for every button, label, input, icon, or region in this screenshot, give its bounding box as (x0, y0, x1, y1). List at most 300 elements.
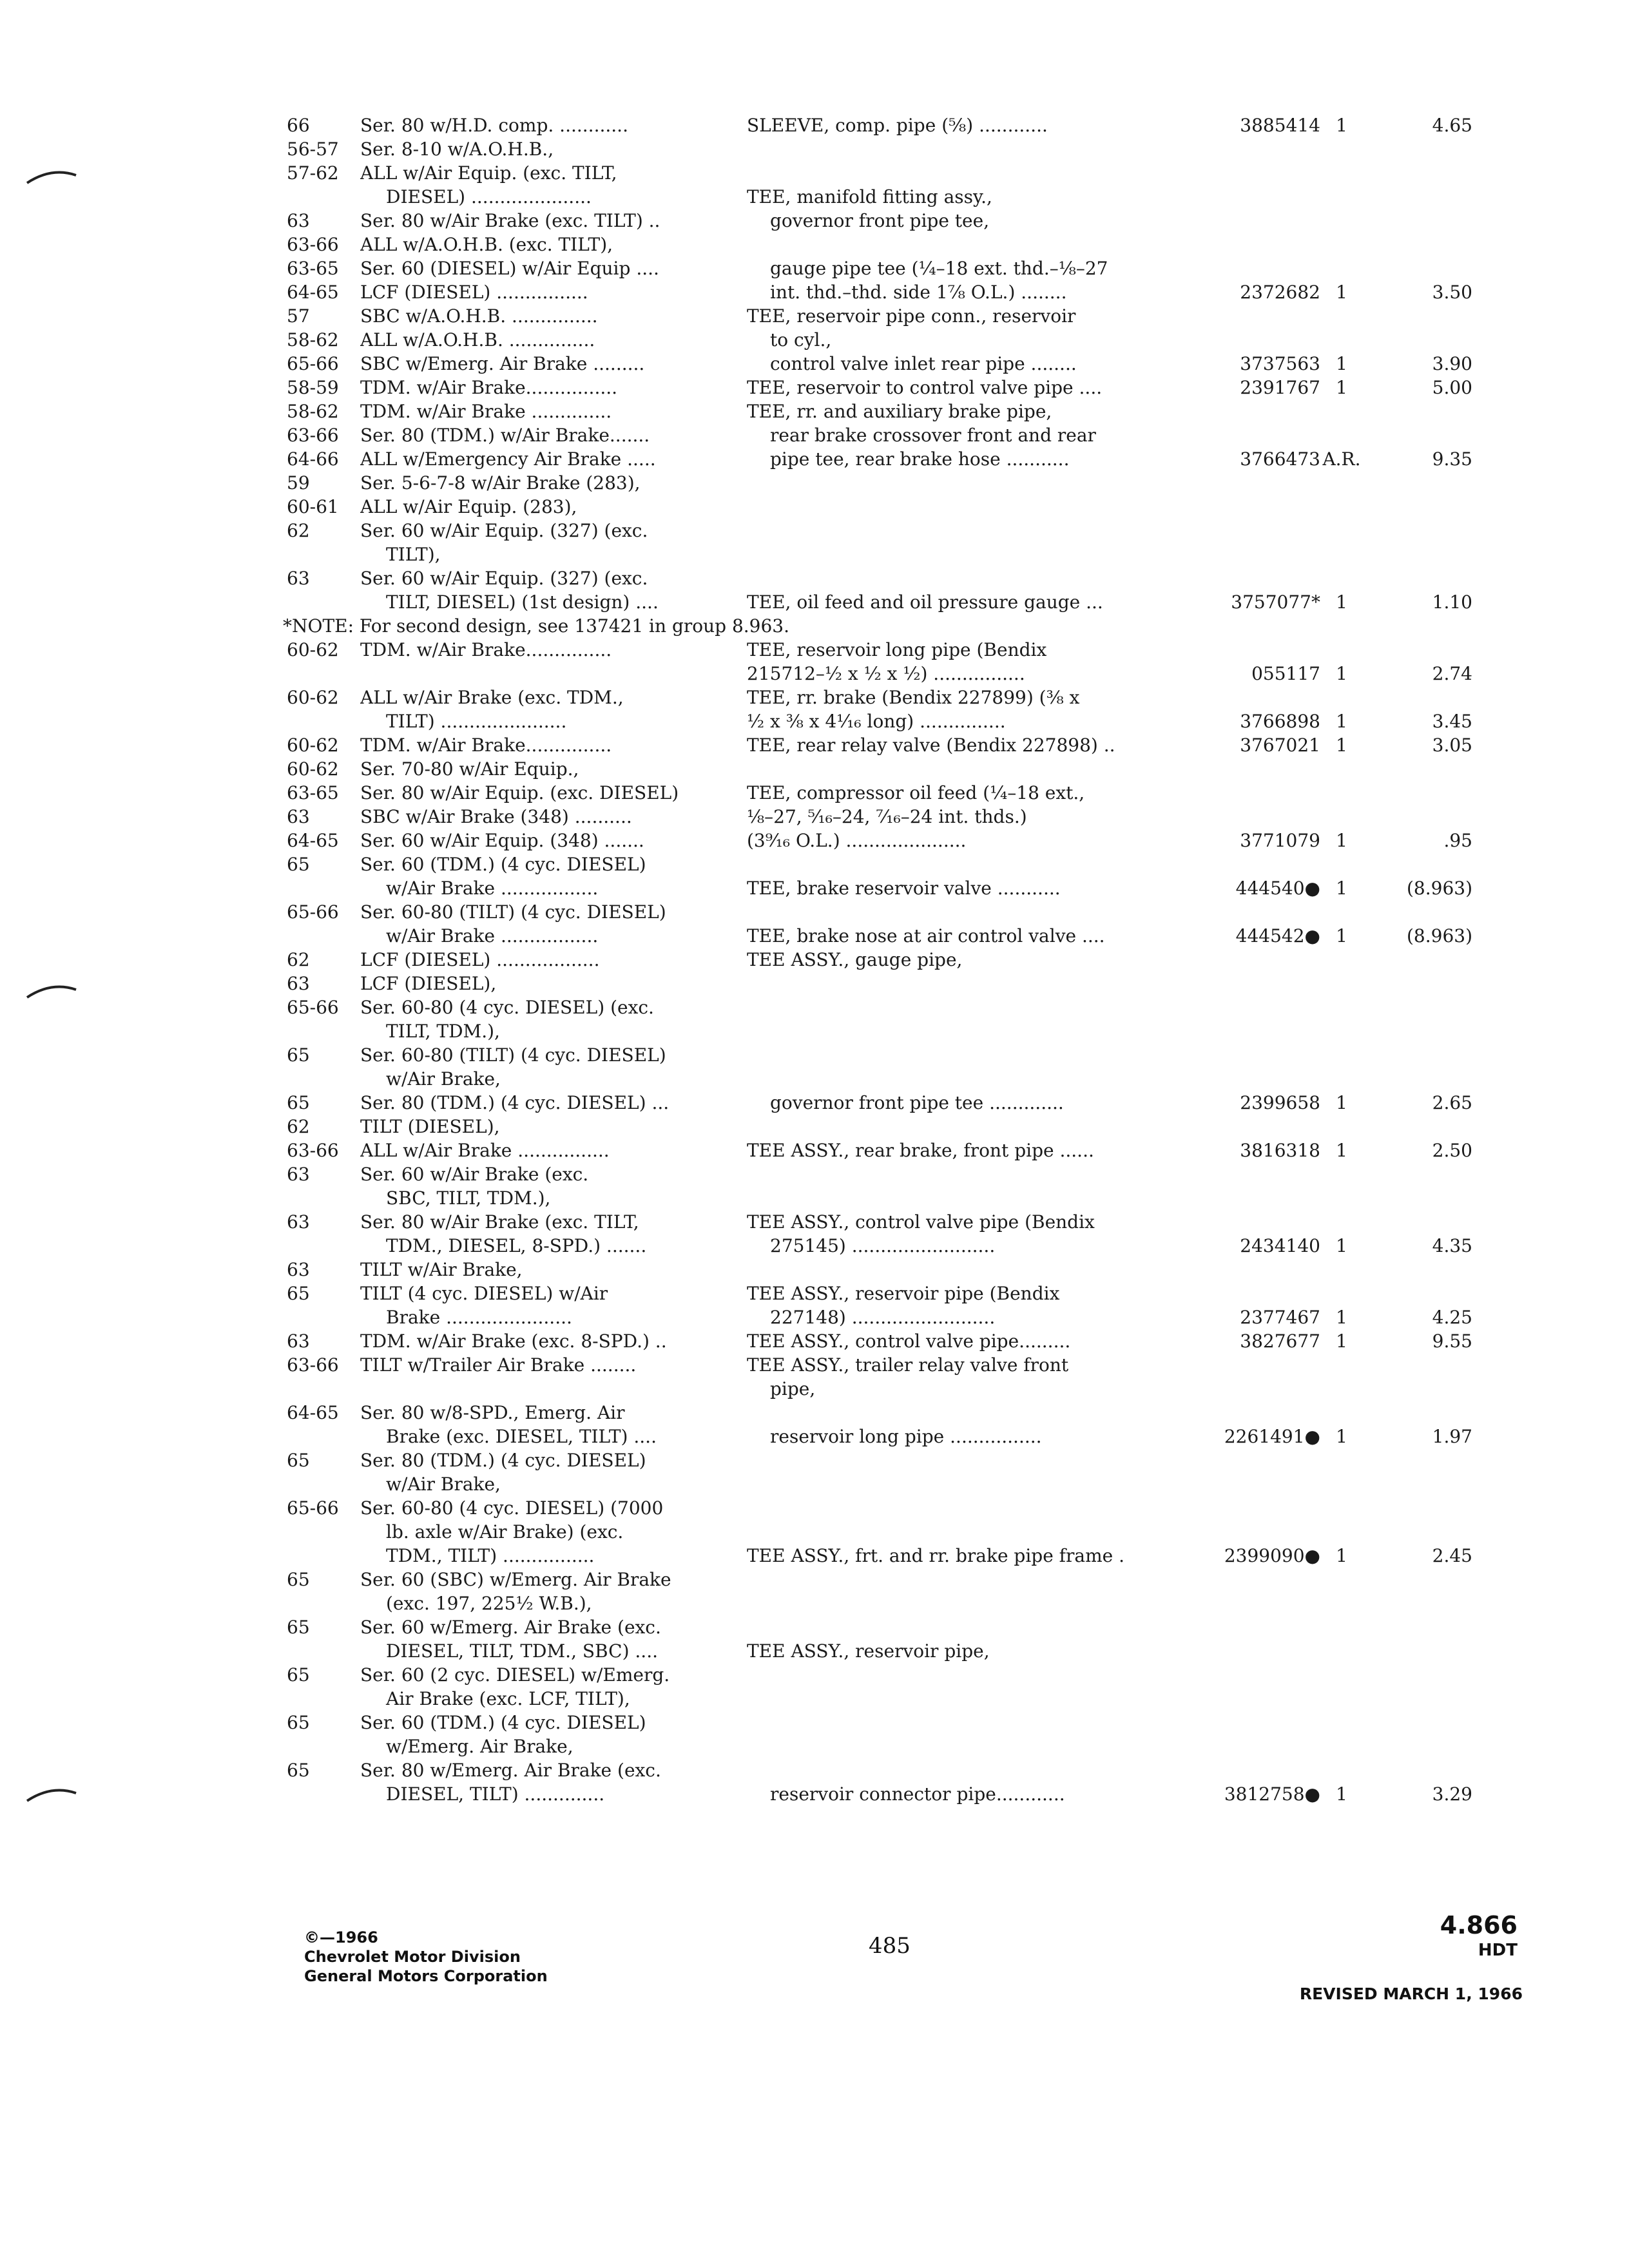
application (360, 256, 747, 304)
part-number-value: 3827677 (1240, 1331, 1320, 1352)
part-number-value (1191, 233, 1320, 256)
price (1363, 1210, 1472, 1258)
part-number-value: 3767021 (1240, 735, 1320, 756)
part-number (1191, 471, 1320, 614)
description (747, 376, 1191, 399)
description-line: TEE, brake nose at air control valve .... (747, 925, 1105, 947)
table-row (287, 1353, 1472, 1401)
year-line: 64-65 (287, 1402, 339, 1423)
year-line: 63 (287, 1211, 310, 1233)
price (1363, 304, 1472, 376)
part-number (1191, 1162, 1320, 1210)
application-line: Ser. 5-6-7-8 w/Air Brake (283), (360, 472, 641, 494)
application-line: LCF (DIESEL) ................ (360, 282, 588, 303)
year-line: 59 (287, 472, 310, 494)
description-line (747, 972, 1191, 995)
quantity-value (1320, 1591, 1363, 1615)
quantity-value: 1 (1336, 1426, 1347, 1447)
year-range (287, 376, 360, 399)
quantity-value (1320, 1186, 1363, 1210)
application (360, 1615, 747, 1663)
application (360, 113, 747, 137)
description-line (747, 1472, 1191, 1496)
application-line (360, 662, 747, 686)
part-number-value (1191, 1186, 1320, 1210)
description-line: 227148) ......................... (770, 1307, 996, 1328)
quantity-value: 1 (1336, 663, 1347, 684)
year-line: 63-66 (287, 1354, 339, 1376)
price-value: 3.29 (1432, 1783, 1472, 1805)
application-line: w/Air Brake ................. (386, 925, 599, 947)
description (747, 137, 1191, 209)
description-line: TEE ASSY., frt. and rr. brake pipe frame . (747, 1545, 1125, 1566)
quantity (1320, 1353, 1363, 1401)
section-code: HDT (1478, 1941, 1518, 1960)
price-value: 4.35 (1432, 1235, 1472, 1256)
description-line: TEE, rr. and auxiliary brake pipe, (747, 401, 1052, 422)
table-row (287, 1663, 1472, 1711)
price (1363, 1401, 1472, 1448)
application-line: Ser. 60 (DIESEL) w/Air Equip .... (360, 258, 659, 279)
description-line: control valve inlet rear pipe ........ (770, 353, 1077, 374)
part-number (1191, 1568, 1320, 1615)
year-range (287, 1139, 360, 1162)
quantity (1320, 304, 1363, 376)
part-number (1191, 304, 1320, 376)
table-row (287, 304, 1472, 376)
part-number (1191, 638, 1320, 686)
year-range (287, 1663, 360, 1711)
price-value: (8.963) (1406, 878, 1472, 899)
description-line (747, 1520, 1191, 1544)
year-line: 60-61 (287, 496, 339, 517)
application-line: SBC, TILT, TDM.), (386, 1187, 551, 1209)
part-number (1191, 209, 1320, 233)
application-line: Ser. 70-80 w/Air Equip., (360, 758, 579, 780)
price (1363, 471, 1472, 614)
price (1363, 948, 1472, 1139)
year-range (287, 948, 360, 1139)
part-number-value: 3885414 (1240, 115, 1320, 136)
price-value (1363, 185, 1472, 209)
table-row (287, 1401, 1472, 1448)
year-line: 58-62 (287, 329, 339, 351)
description-line: TEE, reservoir long pipe (Bendix (747, 639, 1047, 660)
price-value: 2.65 (1432, 1092, 1472, 1113)
application (360, 1496, 747, 1568)
part-number-value: 444542● (1235, 925, 1320, 947)
price (1363, 1448, 1472, 1496)
description-line: TEE ASSY., gauge pipe, (747, 949, 963, 970)
table-row (287, 137, 1472, 209)
price-value: (8.963) (1406, 925, 1472, 947)
year-range (287, 256, 360, 304)
year-line: 63 (287, 806, 310, 827)
price (1363, 900, 1472, 948)
application-line: lb. axle w/Air Brake) (exc. (386, 1521, 624, 1542)
application-line (360, 1377, 747, 1401)
price (1363, 376, 1472, 399)
quantity-value: 1 (1336, 377, 1347, 398)
application (360, 638, 747, 686)
description-line: TEE ASSY., reservoir pipe (Bendix (747, 1283, 1060, 1304)
description-line (747, 1711, 1191, 1735)
year-line (287, 543, 360, 566)
application-line: SBC w/Air Brake (348) .......... (360, 806, 632, 827)
table-row (287, 471, 1472, 614)
application-line: LCF (DIESEL) .................. (360, 949, 600, 970)
year-line: 63-66 (287, 234, 339, 255)
year-range (287, 1568, 360, 1615)
year-line: 63-66 (287, 425, 339, 446)
part-number (1191, 137, 1320, 209)
price-value (1363, 1735, 1472, 1758)
description-line (747, 757, 1191, 781)
description (747, 1758, 1191, 1806)
part-number (1191, 1496, 1320, 1568)
table-row (287, 1568, 1472, 1615)
quantity (1320, 1615, 1363, 1663)
price-value: 3.90 (1432, 353, 1472, 374)
description-line: TEE ASSY., trailer relay valve front (747, 1354, 1069, 1376)
description (747, 1663, 1191, 1711)
description (747, 471, 1191, 614)
part-number-value: 3766898 (1240, 711, 1320, 732)
division: Chevrolet Motor Division (304, 1948, 521, 1966)
part-number-value (1191, 1687, 1320, 1711)
application-line: TDM., DIESEL, 8-SPD.) ....... (386, 1235, 647, 1256)
description-line (747, 137, 1191, 161)
description-line (747, 566, 1191, 590)
table-row (287, 948, 1472, 1139)
application-line: ALL w/Air Brake ................ (360, 1140, 610, 1161)
year-range (287, 1353, 360, 1401)
year-line (287, 1520, 360, 1544)
application-line: Ser. 60-80 (TILT) (4 cyc. DIESEL) (360, 1044, 666, 1066)
description-line: TEE, reservoir pipe conn., reservoir (747, 305, 1076, 327)
year-line: 65 (287, 1760, 310, 1781)
table-row (287, 733, 1472, 757)
quantity-value: 1 (1336, 1092, 1347, 1113)
application (360, 1139, 747, 1162)
year-line: 62 (287, 949, 310, 970)
part-number (1191, 1711, 1320, 1758)
price-value (1363, 209, 1472, 233)
quantity (1320, 1496, 1363, 1568)
description-line (747, 1043, 1191, 1067)
description (747, 304, 1191, 376)
application-line: Ser. 80 (TDM.) w/Air Brake....... (360, 425, 650, 446)
application-line: TDM. w/Air Brake (exc. 8-SPD.) .. (360, 1331, 667, 1352)
year-line: 58-59 (287, 377, 339, 398)
part-number (1191, 1758, 1320, 1806)
part-number (1191, 852, 1320, 900)
application (360, 757, 747, 852)
price-value: .95 (1443, 830, 1472, 851)
price-value (1363, 1591, 1472, 1615)
application-line: TDM. w/Air Brake................ (360, 377, 618, 398)
description-line: rear brake crossover front and rear (770, 425, 1096, 446)
year-line: 65 (287, 1712, 310, 1733)
price-value: 9.35 (1432, 448, 1472, 470)
part-number-value (1191, 1591, 1320, 1615)
year-range (287, 1615, 360, 1663)
price-value: 2.50 (1432, 1140, 1472, 1161)
part-number-value: 2399658 (1240, 1092, 1320, 1113)
application (360, 948, 747, 1139)
description-line: TEE, reservoir to control valve pipe .... (747, 377, 1103, 398)
price-value (1363, 1472, 1472, 1496)
application (360, 399, 747, 471)
quantity (1320, 113, 1363, 137)
description (747, 686, 1191, 733)
year-line: 65 (287, 1092, 310, 1113)
description-line: TEE, manifold fitting assy., (747, 186, 992, 207)
application (360, 1711, 747, 1758)
quantity (1320, 1401, 1363, 1448)
description-line (747, 1615, 1191, 1639)
application-line: DIESEL, TILT, TDM., SBC) .... (386, 1640, 658, 1662)
year-line: 63 (287, 1259, 310, 1280)
year-line: 65 (287, 1664, 310, 1686)
part-number (1191, 948, 1320, 1139)
part-number (1191, 733, 1320, 757)
year-line: 60-62 (287, 735, 339, 756)
part-number-value: 2377467 (1240, 1307, 1320, 1328)
description (747, 1401, 1191, 1448)
year-line (287, 662, 360, 686)
part-number-value: 3766473 (1240, 448, 1320, 470)
table-row (287, 1329, 1472, 1353)
table-row (287, 1210, 1472, 1258)
quantity (1320, 1711, 1363, 1758)
description-line (747, 1687, 1191, 1711)
quantity (1320, 852, 1363, 900)
year-line: 56-57 (287, 139, 339, 160)
year-line (287, 1305, 360, 1329)
price (1363, 113, 1472, 137)
margin-mark (26, 164, 77, 189)
quantity (1320, 948, 1363, 1139)
footnote: *NOTE: For second design, see 137421 in group 8.963. (283, 615, 790, 637)
application (360, 852, 747, 900)
year-line (287, 1735, 360, 1758)
application (360, 1329, 747, 1353)
part-number-value (1191, 185, 1320, 209)
quantity (1320, 1568, 1363, 1615)
description (747, 1210, 1191, 1258)
quantity-value: 1 (1336, 711, 1347, 732)
year-range (287, 852, 360, 900)
application-line: Ser. 80 w/H.D. comp. ............ (360, 115, 628, 136)
application-line: SBC w/Emerg. Air Brake ......... (360, 353, 645, 374)
year-range (287, 1210, 360, 1258)
application (360, 900, 747, 948)
quantity-value: 1 (1336, 353, 1347, 374)
application-line: Ser. 80 w/Emerg. Air Brake (exc. (360, 1760, 661, 1781)
quantity (1320, 471, 1363, 614)
price (1363, 852, 1472, 900)
application-line: Ser. 60 (TDM.) (4 cyc. DIESEL) (360, 854, 646, 875)
description-line: reservoir connector pipe............ (770, 1783, 1065, 1805)
year-line (287, 1544, 360, 1568)
quantity-value: 1 (1336, 1545, 1347, 1566)
price-value: 4.65 (1432, 115, 1472, 136)
quantity (1320, 1139, 1363, 1162)
application (360, 304, 747, 376)
quantity (1320, 137, 1363, 209)
description-line: governor front pipe tee, (770, 210, 990, 231)
table-row (287, 233, 1472, 256)
price-value: 2.74 (1432, 663, 1472, 684)
year-line (287, 924, 360, 948)
application-line: DIESEL) ..................... (386, 186, 592, 207)
year-range (287, 1258, 360, 1329)
application-line: TILT w/Air Brake, (360, 1259, 523, 1280)
application-line: Ser. 60 w/Air Equip. (348) ....... (360, 830, 644, 851)
price (1363, 1162, 1472, 1210)
price (1363, 137, 1472, 209)
description-line: TEE, compressor oil feed (¼–18 ext., (747, 782, 1085, 803)
table-row (287, 209, 1472, 233)
description-line (747, 1496, 1191, 1520)
part-number-value (1191, 1377, 1320, 1401)
description-line (747, 995, 1191, 1019)
quantity (1320, 686, 1363, 733)
year-line (287, 709, 360, 733)
part-number (1191, 1139, 1320, 1162)
year-range (287, 1329, 360, 1353)
description-line: TEE ASSY., rear brake, front pipe ...... (747, 1140, 1094, 1161)
quantity (1320, 1758, 1363, 1806)
price (1363, 733, 1472, 757)
year-line: 66 (287, 115, 310, 136)
part-number (1191, 1615, 1320, 1663)
year-range (287, 1496, 360, 1568)
part-number-value: 2434140 (1240, 1235, 1320, 1256)
description-line: reservoir long pipe ................ (770, 1426, 1042, 1447)
application (360, 1401, 747, 1448)
description-line (747, 1019, 1191, 1043)
application-line: ALL w/Emergency Air Brake ..... (360, 448, 656, 470)
description-line (747, 161, 1191, 185)
year-range (287, 233, 360, 256)
part-number-value: 3816318 (1240, 1140, 1320, 1161)
year-line: 63 (287, 568, 310, 589)
description (747, 1711, 1191, 1758)
description (747, 256, 1191, 304)
quantity (1320, 233, 1363, 256)
application (360, 1353, 747, 1401)
application (360, 1663, 747, 1711)
quantity-value (1320, 1377, 1363, 1401)
year-line (287, 590, 360, 614)
part-number (1191, 113, 1320, 137)
year-line: 65-66 (287, 901, 339, 923)
part-number (1191, 233, 1320, 256)
quantity (1320, 1329, 1363, 1353)
part-number-value (1191, 209, 1320, 233)
description-line (747, 519, 1191, 543)
description-line: 215712–½ x ½ x ½) ................ (747, 663, 1025, 684)
price (1363, 1711, 1472, 1758)
application (360, 1162, 747, 1210)
quantity-value: 1 (1336, 735, 1347, 756)
application-line: ALL w/Air Brake (exc. TDM., (360, 687, 624, 708)
year-line: 65-66 (287, 997, 339, 1018)
description (747, 1329, 1191, 1353)
year-line: 58-62 (287, 401, 339, 422)
price (1363, 1496, 1472, 1568)
description (747, 1139, 1191, 1162)
quantity (1320, 1663, 1363, 1711)
application-line: DIESEL, TILT) .............. (386, 1783, 605, 1805)
price (1363, 399, 1472, 471)
year-line: 65 (287, 1450, 310, 1471)
quantity-value (1320, 1687, 1363, 1711)
description (747, 209, 1191, 233)
price (1363, 638, 1472, 686)
note-row (283, 614, 1472, 638)
application-line: w/Emerg. Air Brake, (386, 1736, 574, 1757)
quantity (1320, 900, 1363, 948)
price-value: 5.00 (1432, 377, 1472, 398)
part-number-value: 3771079 (1240, 830, 1320, 851)
table-row (287, 1139, 1472, 1162)
quantity-value (1320, 185, 1363, 209)
description (747, 233, 1191, 256)
description (747, 399, 1191, 471)
year-range (287, 113, 360, 137)
application-line: Ser. 80 w/Air Equip. (exc. DIESEL) (360, 782, 679, 803)
price-value: 3.45 (1432, 711, 1472, 732)
application-line: TILT, TDM.), (386, 1021, 500, 1042)
year-line (287, 1019, 360, 1043)
year-line (287, 1472, 360, 1496)
footer-publisher (304, 1928, 548, 1986)
margin-mark (26, 978, 77, 1004)
year-line: 63-65 (287, 782, 339, 803)
description-line (747, 1735, 1191, 1758)
quantity-value: 1 (1336, 1783, 1347, 1805)
year-range (287, 757, 360, 852)
year-line: 65-66 (287, 353, 339, 374)
year-range (287, 471, 360, 614)
part-number (1191, 1210, 1320, 1258)
year-line: 63 (287, 1164, 310, 1185)
application-line: TILT), (386, 544, 441, 565)
year-range (287, 1162, 360, 1210)
year-line: 65 (287, 854, 310, 875)
section-number: 4.866 (1440, 1911, 1518, 1939)
description (747, 733, 1191, 757)
quantity (1320, 1162, 1363, 1210)
year-line: 65 (287, 1044, 310, 1066)
description-line (747, 852, 1191, 876)
description-line: TEE ASSY., control valve pipe......... (747, 1331, 1071, 1352)
year-line: 57-62 (287, 162, 339, 184)
application-line: Ser. 60 w/Air Equip. (327) (exc. (360, 568, 648, 589)
application-line: TDM. w/Air Brake............... (360, 735, 612, 756)
year-range (287, 1711, 360, 1758)
description (747, 1568, 1191, 1615)
table-row (287, 757, 1472, 852)
price-value: 3.05 (1432, 735, 1472, 756)
table-row (287, 1711, 1472, 1758)
description-line (747, 1258, 1191, 1282)
application-line: Ser. 80 w/8-SPD., Emerg. Air (360, 1402, 625, 1423)
description-line (747, 1663, 1191, 1687)
